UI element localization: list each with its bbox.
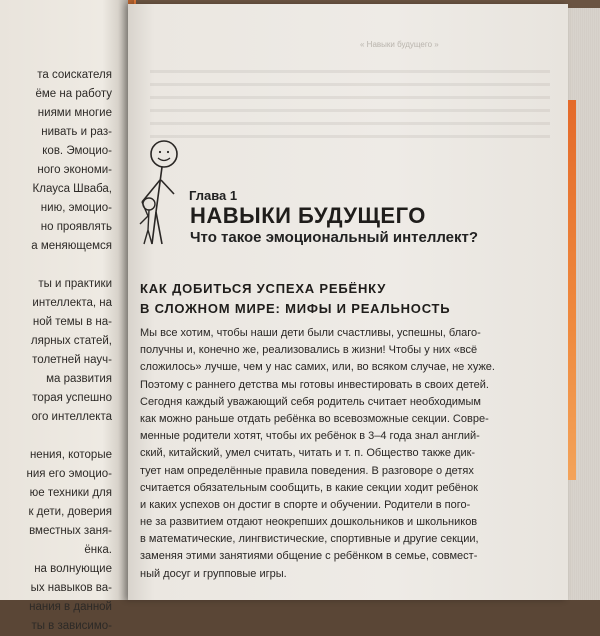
left-line: толетней науч- <box>32 354 112 366</box>
left-line: нения, которые <box>29 449 112 461</box>
body-line: сложилось» лучше, чем у нас самих, или, во всяком случае, не хуже. <box>140 361 495 374</box>
left-line: вместных заня- <box>29 525 112 537</box>
left-line: нания в данной <box>29 601 112 613</box>
left-line: нию, эмоцио- <box>40 202 112 214</box>
left-line: юе техники для <box>29 487 112 499</box>
left-page-text <box>0 66 112 636</box>
left-line: ков. Эмоцио- <box>42 145 112 157</box>
body-line: ский, китайский, умел считать, читать и т. п. Общество также дик- <box>140 447 476 460</box>
left-line: Клауса Шваба, <box>32 183 112 195</box>
left-line: ты в зависимо- <box>31 620 112 632</box>
left-line: ого интеллекта <box>31 411 112 423</box>
body-line: тует нам определённые правила поведения. В разговоре о детях <box>140 464 474 477</box>
section-heading <box>140 279 540 319</box>
body-line: заменяя этими занятиями общение с ребёнком в семье, совмест- <box>140 550 478 563</box>
body-line: Поэтому с раннего детства мы готовы инвестировать в своих детей. <box>140 378 489 391</box>
body-line: не за развитием отдают неокрепших дошкольников и школьников <box>140 516 478 529</box>
orange-edge-stripe <box>568 100 576 480</box>
left-line <box>0 427 112 446</box>
left-line: интеллекта, на <box>32 297 112 309</box>
left-line: но проявлять <box>40 221 112 233</box>
body-line: менные родители хотят, чтобы их ребёнок в 3–4 года знал англий- <box>140 430 480 443</box>
left-line: ых навыков ва- <box>30 582 112 594</box>
left-line: лярных статей, <box>30 335 112 347</box>
body-line: считается обязательным сообщить, в какие секции ходит ребёнок <box>140 481 478 494</box>
see-through-text <box>150 70 550 148</box>
left-page <box>0 0 128 632</box>
chapter-label: Глава 1 <box>189 188 238 203</box>
body-paragraph <box>140 325 560 583</box>
left-line: торая успешно <box>32 392 112 404</box>
left-line: та соискателя <box>37 69 112 81</box>
body-line: получны и, конечно же, реализовались в жизни! Чтобы у них «всё <box>140 344 478 357</box>
body-line: в математические, лингвистические, спортивные и другие секции, <box>140 533 479 546</box>
body-line: ный досуг и групповые игры. <box>140 567 287 580</box>
body-line: как можно раньше отдать ребёнка во всевозможные секции. Совре- <box>140 412 489 425</box>
stick-figure-illustration <box>136 132 186 252</box>
body-line: Мы все хотим, чтобы наши дети были счастливы, успешны, благо- <box>140 327 481 339</box>
left-line: ёнка. <box>84 544 112 556</box>
left-line: нивать и раз- <box>41 126 112 138</box>
section-heading-line: КАК ДОБИТЬСЯ УСПЕХА РЕБЁНКУ <box>140 281 387 296</box>
left-line: а меняющемся <box>31 240 112 252</box>
left-line: ма развития <box>46 373 112 385</box>
running-head-see-through: « Навыки будущего » <box>360 40 439 49</box>
body-line: Сегодня каждый уважающий себя родитель считает необходимым <box>140 395 481 408</box>
chapter-subtitle: Что такое эмоциональный интеллект? <box>190 229 479 246</box>
section-heading-line: В СЛОЖНОМ МИРЕ: МИФЫ И РЕАЛЬНОСТЬ <box>140 301 451 316</box>
left-line <box>0 256 112 275</box>
left-line: ной темы в на- <box>32 316 112 328</box>
left-line: ёме на работу <box>35 88 112 100</box>
left-line: ниями многие <box>37 107 112 119</box>
left-line: ния его эмоцио- <box>26 468 112 480</box>
body-line: и каких успехов он достиг в спорте и обучении. Родители в пого- <box>140 498 471 511</box>
left-line: ного экономи- <box>37 164 112 176</box>
chapter-title: НАВЫКИ БУДУЩЕГО <box>190 203 426 228</box>
left-line: на волнующие <box>34 563 112 575</box>
left-line: к дети, доверия <box>28 506 112 518</box>
left-line: ты и практики <box>38 278 112 290</box>
